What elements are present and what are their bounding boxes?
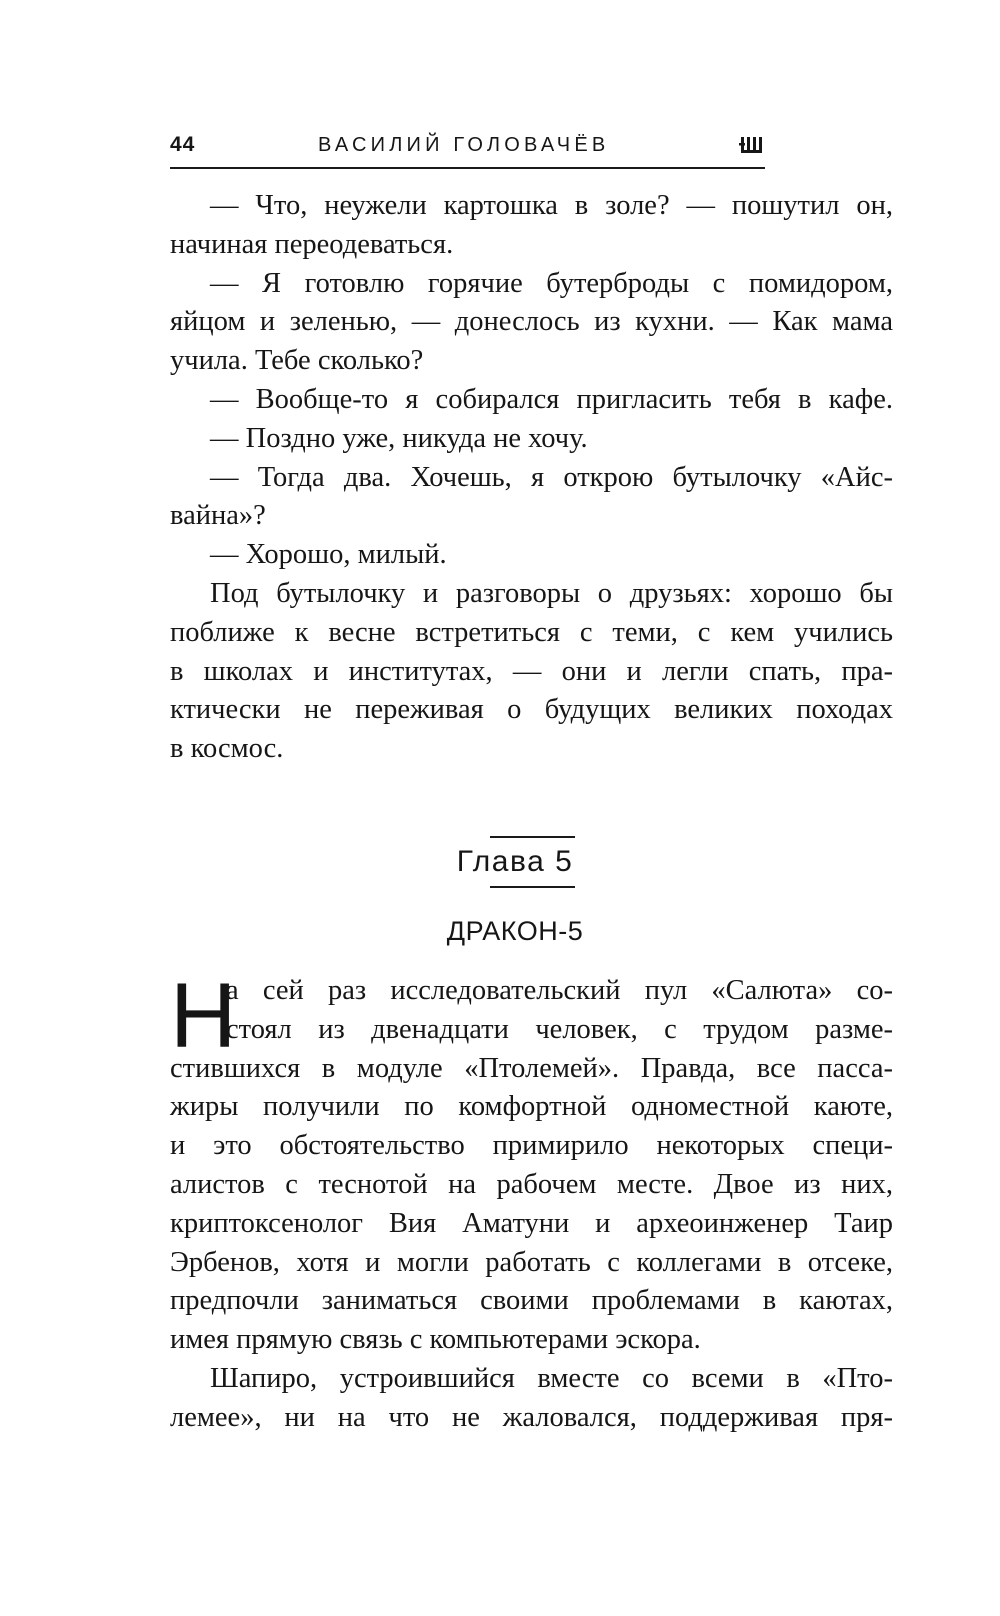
text-line: — Поздно уже, никуда не хочу. <box>210 422 588 454</box>
drop-cap: Н <box>170 965 237 1067</box>
text-line: стоял из двенадцати человек, с трудом разме- <box>226 1013 893 1045</box>
text-line: ктически не переживая о будущих великих походах <box>170 694 893 726</box>
body-text-block <box>170 965 893 1438</box>
running-title: ВАСИЛИЙ ГОЛОВАЧЁВ <box>318 134 610 156</box>
text-line: Шапиро, устроившийся вместе со всеми в «Пто- <box>210 1362 893 1394</box>
page-number: 44 <box>170 133 196 156</box>
text-line: учила. Тебе сколько? <box>170 345 424 377</box>
text-line: криптоксенолог Вия Аматуни и археоинженер Таир <box>170 1207 893 1239</box>
text-line: предпочли заниматься своими проблемами в каютах, <box>170 1285 893 1317</box>
text-line: поближе к весне встретиться с теми, с кем учились <box>170 616 893 648</box>
text-line: в космос. <box>170 733 284 765</box>
chapter-title: ДРАКОН-5 <box>446 916 584 946</box>
text-line: — Хорошо, милый. <box>210 539 447 571</box>
chapter-heading: Глава 5 <box>456 845 574 878</box>
chapter-rule-bottom <box>490 886 575 888</box>
text-line: жиры получили по комфортной одноместной каюте, <box>170 1091 893 1123</box>
text-line: в школах и институтах, — они и легли спать, пра- <box>170 655 893 687</box>
text-line: — Вообще-то я собирался пригласить тебя в кафе. <box>210 383 893 415</box>
publisher-logo-icon <box>739 135 765 157</box>
text-line: — Что, неужели картошка в золе? — пошутил он, <box>210 190 893 221</box>
text-line: а сей раз исследовательский пул «Салюта» со- <box>226 975 893 1006</box>
text-line: лемее», ни на что не жаловался, поддерживая пря- <box>170 1401 893 1433</box>
text-line: имея прямую связь с компьютерами эскора. <box>170 1324 701 1356</box>
text-line: яйцом и зеленью, — донеслось из кухни. — Как мама <box>170 306 893 338</box>
top-text-block <box>170 187 893 769</box>
text-line: — Я готовлю горячие бутерброды с помидором, <box>210 267 893 299</box>
text-line: вайна»? <box>170 500 266 532</box>
chapter-rule-top <box>490 836 575 838</box>
text-line: стившихся в модуле «Птолемей». Правда, все пасса- <box>170 1052 893 1084</box>
text-line: Под бутылочку и разговоры о друзьях: хорошо бы <box>210 577 893 609</box>
text-line: и это обстоятельство примирило некоторых специ- <box>170 1130 893 1162</box>
text-line: алистов с теснотой на рабочем месте. Двое из них, <box>170 1168 893 1200</box>
text-line: Эрбенов, хотя и могли работать с коллегами в отсеке, <box>170 1246 893 1278</box>
running-header <box>170 131 765 169</box>
text-line: начиная переодеваться. <box>170 228 454 260</box>
text-line: — Тогда два. Хочешь, я открою бутылочку «Айс- <box>210 461 893 493</box>
